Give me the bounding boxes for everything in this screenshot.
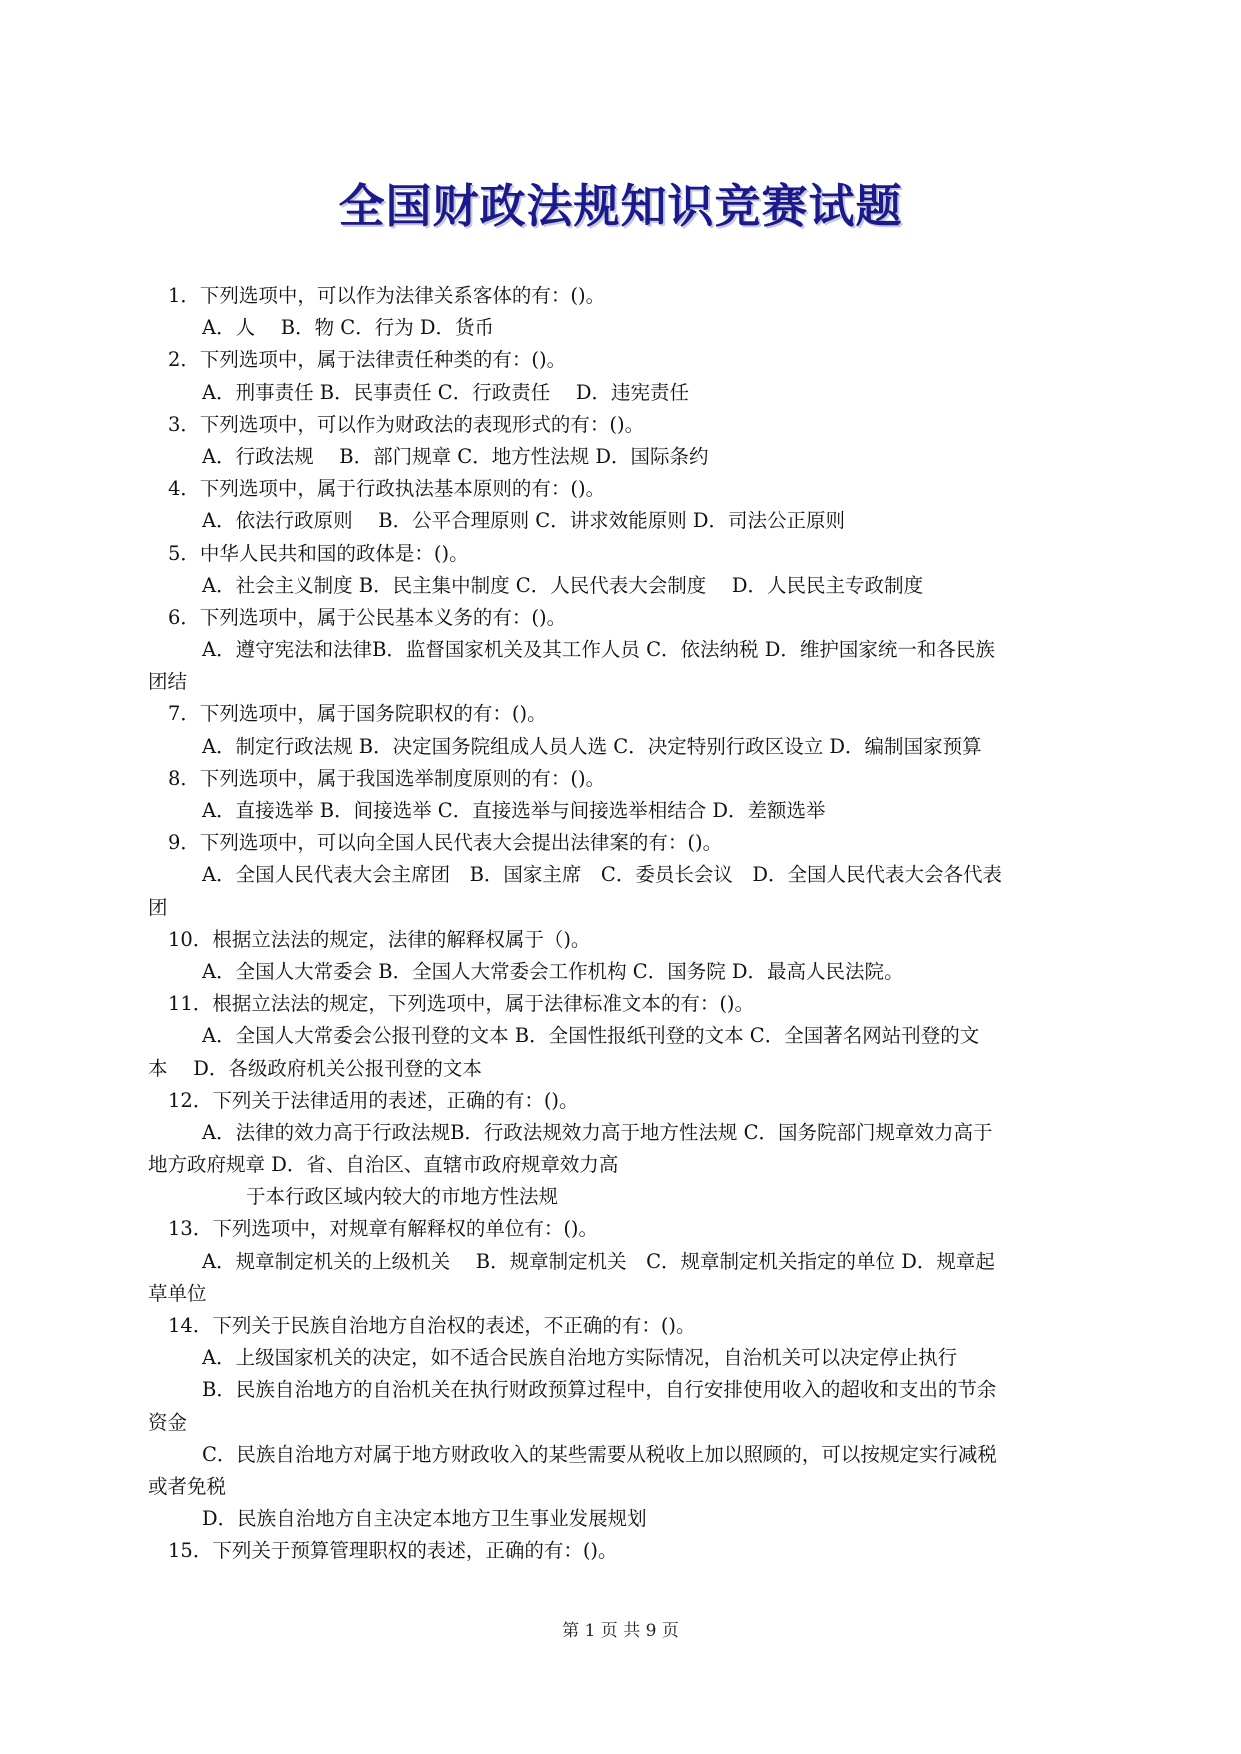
option-line: B．民族自治地方的自治机关在执行财政预算过程中，自行安排使用收入的超收和支出的节余 [202, 1378, 997, 1402]
question-line: 9．下列选项中，可以向全国人民代表大会提出法律案的有：()。 [168, 831, 723, 855]
continuation-line: 或者免税 [148, 1474, 227, 1498]
option-line: A．人 B．物 C．行为 D．货币 [202, 316, 495, 340]
question-line: 4．下列选项中，属于行政执法基本原则的有：()。 [168, 477, 606, 501]
continuation-line: 地方政府规章 D．省、自治区、直辖市政府规章效力高 [148, 1153, 619, 1177]
document-title: 全国财政法规知识竞赛试题 [338, 179, 903, 233]
option-line: A．制定行政法规 B．决定国务院组成人员人选 C．决定特别行政区设立 D．编制国家预算 [202, 734, 982, 758]
question-line: 12．下列关于法律适用的表述，正确的有：()。 [168, 1088, 579, 1112]
question-line: 15．下列关于预算管理职权的表述，正确的有：()。 [168, 1539, 618, 1563]
option-line: A．全国人大常委会 B．全国人大常委会工作机构 C．国务院 D．最高人民法院。 [202, 959, 904, 983]
option-line: A．遵守宪法和法律B．监督国家机关及其工作人员 C．依法纳税 D．维护国家统一和各民族 [202, 638, 995, 662]
continuation-line: 于本行政区域内较大的市地方性法规 [246, 1185, 559, 1209]
option-line: D．民族自治地方自主决定本地方卫生事业发展规划 [202, 1507, 647, 1531]
option-line: A．刑事责任 B．民事责任 C．行政责任 D．违宪责任 [202, 380, 690, 404]
continuation-line: 团结 [148, 670, 188, 694]
option-line: A．规章制定机关的上级机关 B．规章制定机关 C．规章制定机关指定的单位 D．规章起 [202, 1249, 995, 1273]
option-line: A．上级国家机关的决定，如不适合民族自治地方实际情况，自治机关可以决定停止执行 [202, 1346, 958, 1370]
option-line: A．社会主义制度 B．民主集中制度 C．人民代表大会制度 D．人民民主专政制度 [202, 573, 924, 597]
question-line: 1．下列选项中，可以作为法律关系客体的有：()。 [168, 284, 606, 307]
continuation-line: 本 D．各级政府机关公报刊登的文本 [148, 1056, 482, 1080]
question-line: 8．下列选项中，属于我国选举制度原则的有：()。 [168, 766, 606, 790]
option-line: A．法律的效力高于行政法规B．行政法规效力高于地方性法规 C．国务院部门规章效力高于 [202, 1120, 993, 1144]
question-line: 13．下列选项中，对规章有解释权的单位有：()。 [168, 1217, 599, 1241]
option-line: A．依法行政原则 B．公平合理原则 C．讲求效能原则 D．司法公正原则 [202, 509, 846, 533]
option-line: C．民族自治地方对属于地方财政收入的某些需要从税收上加以照顾的，可以按规定实行减税 [202, 1442, 997, 1466]
question-line: 7．下列选项中，属于国务院职权的有：()。 [168, 702, 547, 726]
question-line: 2．下列选项中，属于法律责任种类的有：()。 [168, 348, 567, 372]
option-line: A．全国人民代表大会主席团 B．国家主席 C．委员长会议 D．全国人民代表大会各代表 [202, 863, 1002, 887]
question-list [148, 280, 1093, 1568]
continuation-line: 资金 [148, 1410, 188, 1434]
continuation-line: 草单位 [148, 1281, 207, 1305]
question-line: 3．下列选项中，可以作为财政法的表现形式的有：()。 [168, 412, 645, 436]
continuation-line: 团 [148, 895, 168, 919]
option-line: A．全国人大常委会公报刊登的文本 B．全国性报纸刊登的文本 C．全国著名网站刊登的文 [202, 1024, 980, 1048]
question-line: 6．下列选项中，属于公民基本义务的有：()。 [168, 605, 567, 629]
question-line: 11．根据立法法的规定，下列选项中，属于法律标准文本的有：()。 [168, 992, 755, 1016]
option-line: A．行政法规 B．部门规章 C．地方性法规 D．国际条约 [202, 444, 709, 468]
question-line: 5．中华人民共和国的政体是：()。 [168, 541, 469, 565]
page-footer: 第 1 页 共 9 页 [562, 1621, 679, 1641]
question-line: 14．下列关于民族自治地方自治权的表述，不正确的有：()。 [168, 1314, 696, 1337]
question-line: 10．根据立法法的规定，法律的解释权属于（)。 [168, 927, 591, 951]
option-line: A．直接选举 B．间接选举 C．直接选举与间接选举相结合 D．差额选举 [202, 799, 826, 822]
